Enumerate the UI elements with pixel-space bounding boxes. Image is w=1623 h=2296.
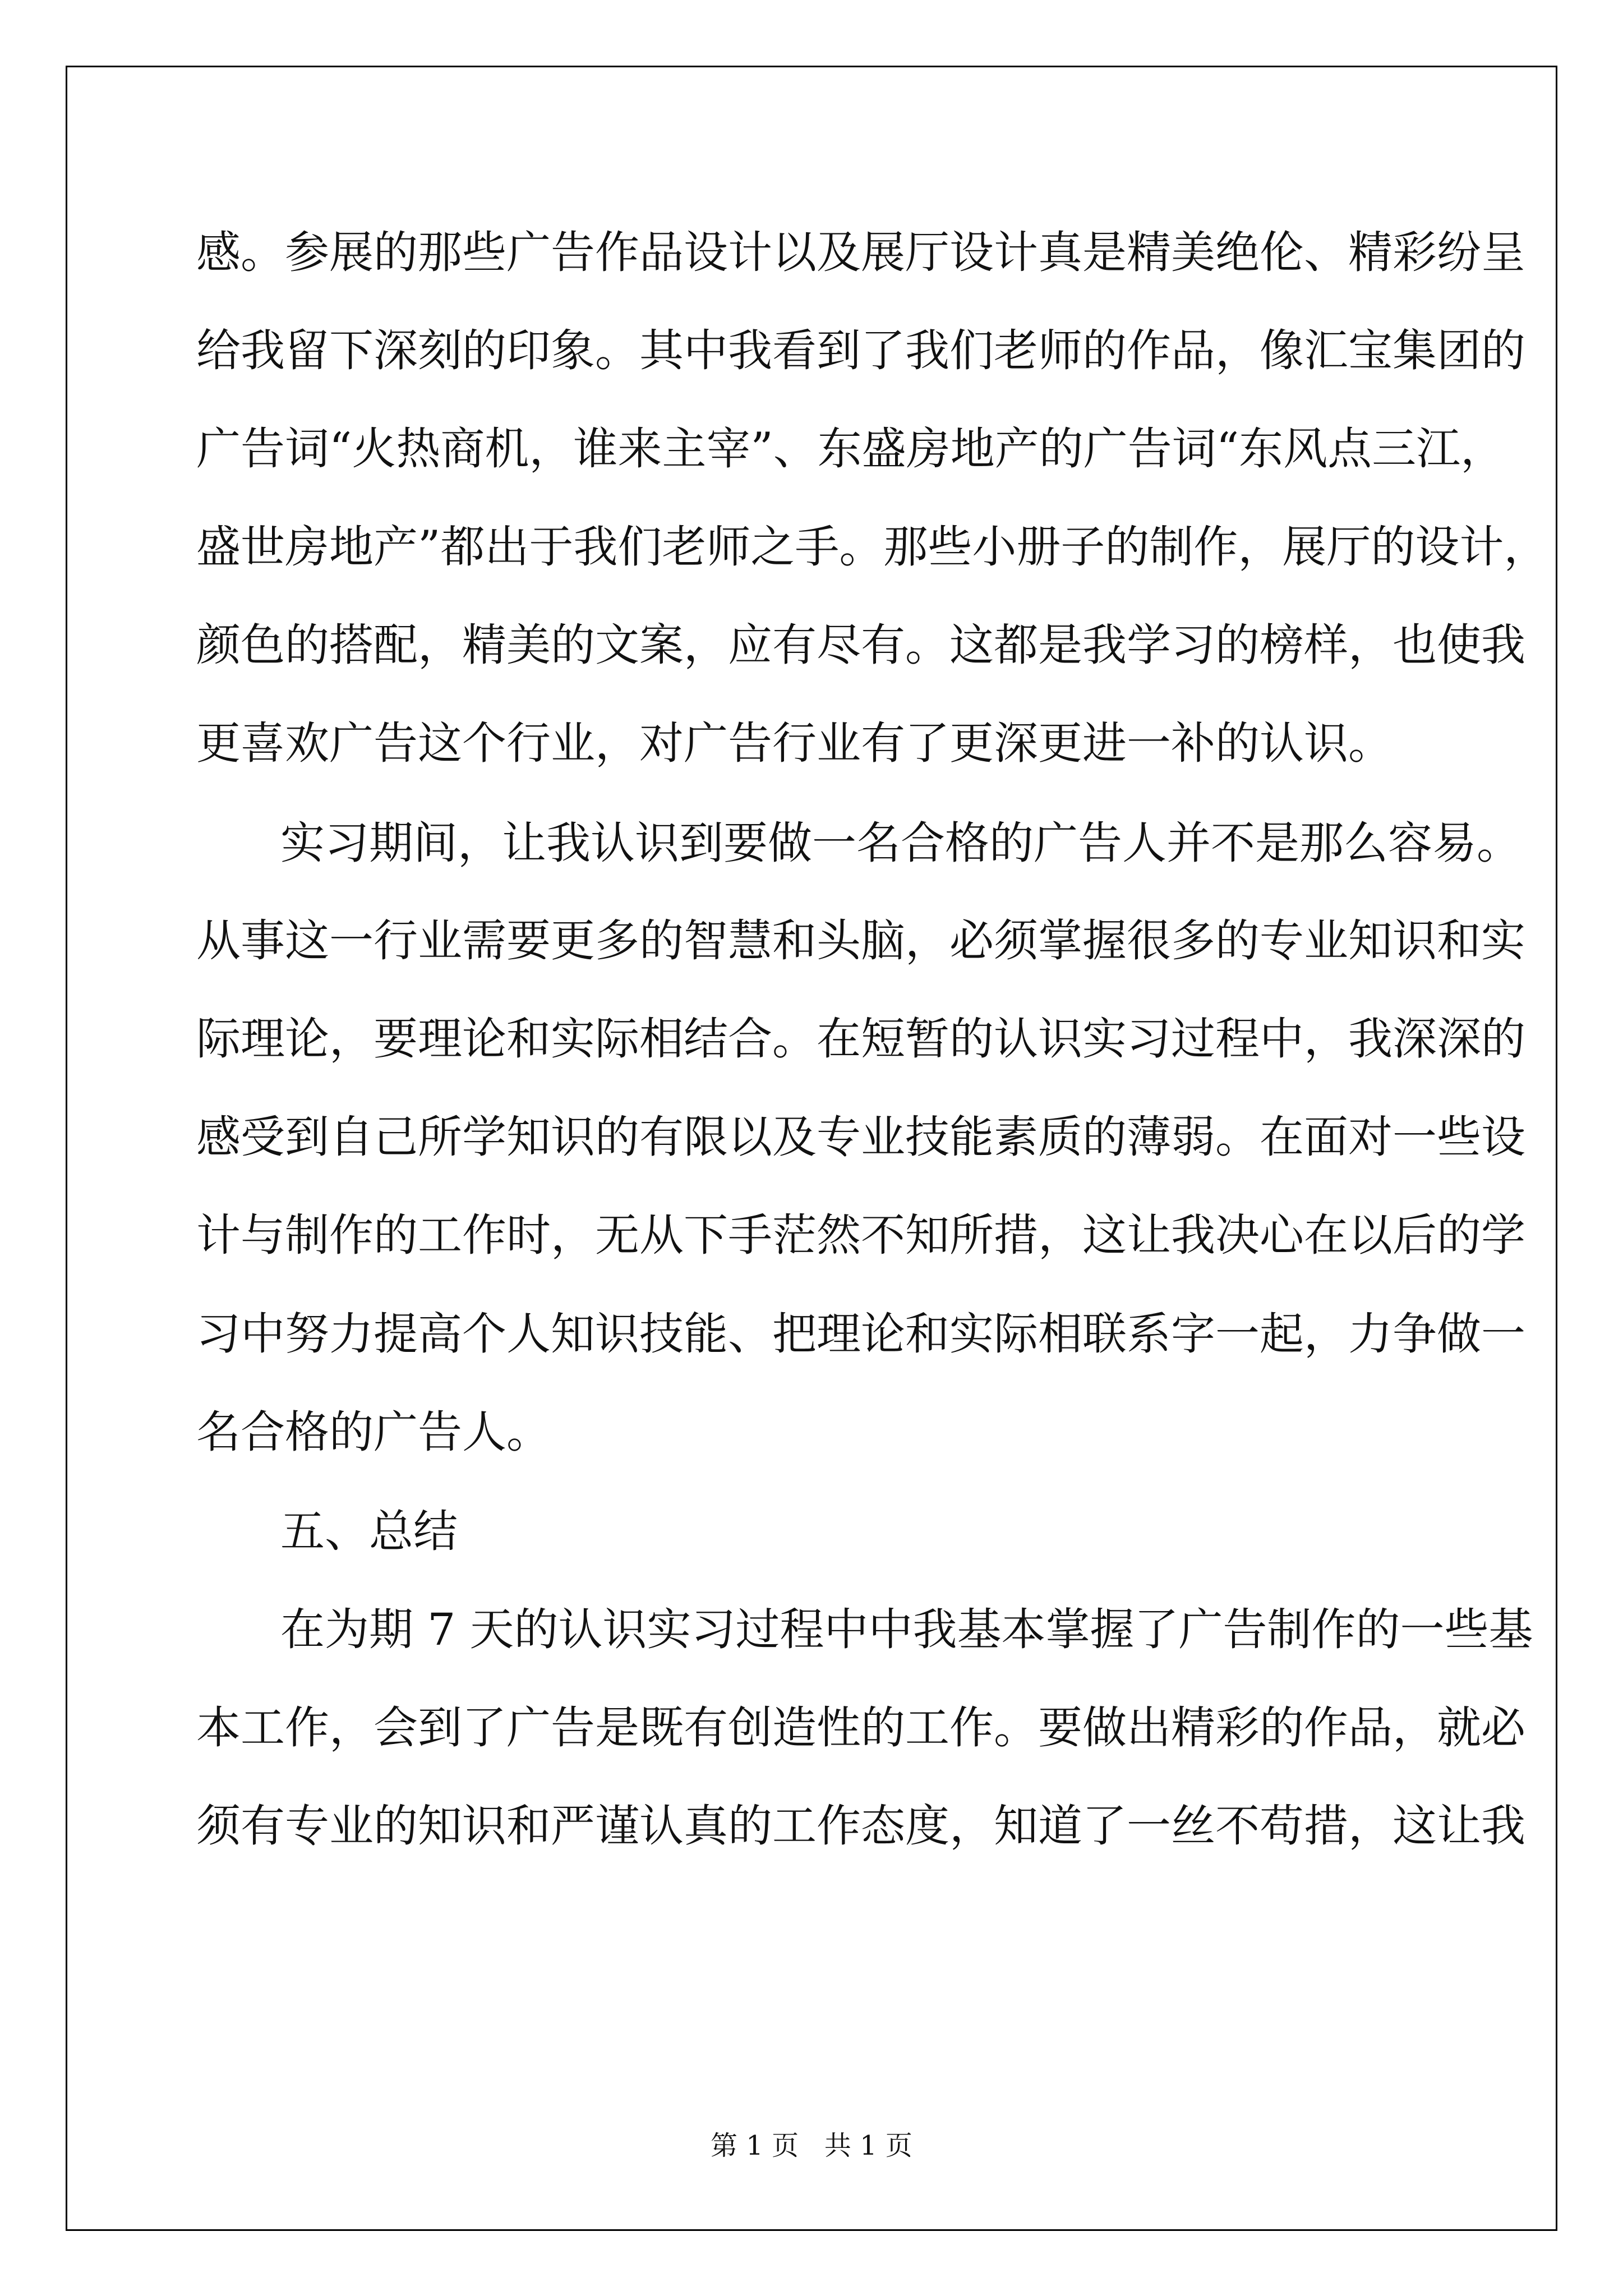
text-line: 广告词“火热商机，谁来主宰”、东盛房地产的广告词“东风点三江， — [196, 423, 1505, 475]
paragraph-first-line: 实习期间，让我认识到要做一名合格的广告人并不是那么容易。 — [280, 817, 1521, 869]
text-line: 盛世房地产”都出于我们老师之手。那些小册子的制作，展厅的设计， — [196, 521, 1548, 573]
section-heading: 五、总结 — [280, 1506, 458, 1557]
page-number-footer: 第 1 页 共 1 页 — [711, 2130, 912, 2161]
text-line: 名合格的广告人。 — [196, 1406, 551, 1458]
text-line: 感。参展的那些广告作品设计以及展厅设计真是精美绝伦、精彩纷呈 — [196, 227, 1525, 278]
text-line: 给我留下深刻的印象。其中我看到了我们老师的作品，像汇宝集团的 — [196, 325, 1525, 376]
text-line: 计与制作的工作时，无从下手茫然不知所措，这让我决心在以后的学 — [196, 1209, 1525, 1261]
text-line: 感受到自己所学知识的有限以及专业技能素质的薄弱。在面对一些设 — [196, 1111, 1525, 1163]
paragraph-first-line: 在为期 7 天的认识实习过程中中我基本掌握了广告制作的一些基 — [280, 1604, 1533, 1655]
text-line: 更喜欢广告这个行业，对广告行业有了更深更进一补的认识。 — [196, 717, 1393, 769]
text-line: 习中努力提高个人知识技能、把理论和实际相联系字一起，力争做一 — [196, 1308, 1525, 1360]
text-line: 须有专业的知识和严谨认真的工作态度，知道了一丝不苟措，这让我 — [196, 1800, 1525, 1852]
text-line: 本工作，会到了广告是既有创造性的工作。要做出精彩的作品，就必 — [196, 1702, 1525, 1754]
text-line: 际理论，要理论和实际相结合。在短暂的认识实习过程中，我深深的 — [196, 1013, 1525, 1065]
text-line: 从事这一行业需要更多的智慧和头脑，必须掌握很多的专业知识和实 — [196, 915, 1525, 967]
text-line: 颜色的搭配，精美的文案，应有尽有。这都是我学习的榜样，也使我 — [196, 619, 1525, 671]
